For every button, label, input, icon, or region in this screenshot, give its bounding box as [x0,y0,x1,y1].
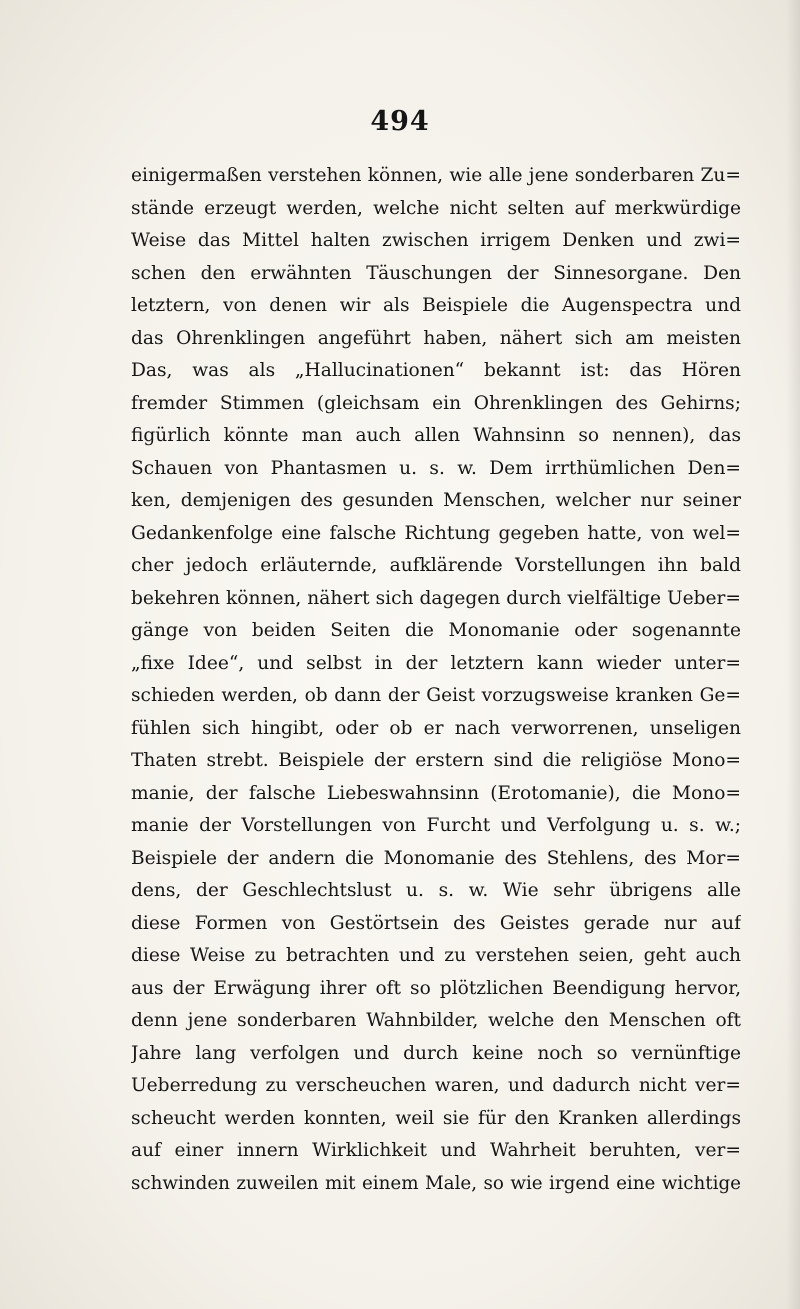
text-line: schieden werden, ob dann der Geist vorzugsweise kranken Ge= [131,685,741,706]
page-number: 494 [370,106,430,137]
text-line: aus der Erwägung ihrer oft so plötzlichen Beendigung hervor, [131,977,741,999]
text-line: fühlen sich hingibt, oder ob er nach verworrenen, unseligen [131,717,741,739]
text-line: scheucht werden konnten, weil sie für den Kranken allerdings [131,1107,741,1129]
text-line: figürlich könnte man auch allen Wahnsinn so nennen), das [131,425,741,446]
text-line: Jahre lang verfolgen und durch keine noch so vernünftige [131,1042,741,1064]
text-line: Beispiele der andern die Monomanie des Stehlens, des Mor= [131,847,741,869]
text-line: dens, der Geschlechtslust u. s. w. Wie sehr übrigens alle [131,880,741,901]
text-line: schwinden zuweilen mit einem Male, so wie irgend eine wichtige [131,1172,741,1194]
text-line: ken, demjenigen des gesunden Menschen, welcher nur seiner [131,490,741,511]
text-line: einigermaßen verstehen können, wie alle jene sonderbaren Zu= [131,165,741,186]
text-line: auf einer innern Wirklichkeit und Wahrheit beruhten, ver= [131,1140,741,1161]
body-text [131,160,741,1200]
text-line: diese Weise zu betrachten und zu verstehen seien, geht auch [131,945,741,966]
text-line: bekehren können, nähert sich dagegen durch vielfältige Ueber= [131,587,741,609]
text-line: „fixe Idee“, und selbst in der letztern kann wieder unter= [131,652,741,674]
text-line: schen den erwähnten Täuschungen der Sinnesorgane. Den [131,262,741,284]
text-line: fremder Stimmen (gleichsam ein Ohrenklingen des Gehirns; [131,392,741,414]
text-line: manie der Vorstellungen von Furcht und Verfolgung u. s. w.; [131,815,741,836]
text-line: denn jene sonderbaren Wahnbilder, welche den Menschen oft [131,1010,741,1031]
text-line: letztern, von denen wir als Beispiele die Augenspectra und [131,295,741,316]
text-line: das Ohrenklingen angeführt haben, nähert sich am meisten [131,327,741,349]
text-line: manie, der falsche Liebeswahnsinn (Erotomanie), die Mono= [131,782,741,804]
text-line: Gedankenfolge eine falsche Richtung gegeben hatte, von wel= [131,522,741,544]
text-line: Schauen von Phantasmen u. s. w. Dem irrthümlichen Den= [131,457,741,479]
text-line: Weise das Mittel halten zwischen irrigem Denken und zwi= [131,230,741,251]
text-line: Thaten strebt. Beispiele der erstern sind die religiöse Mono= [131,750,741,771]
text-line: Ueberredung zu verscheuchen waren, und dadurch nicht ver= [131,1075,741,1096]
text-line: gänge von beiden Seiten die Monomanie oder sogenannte [131,620,741,641]
text-line: Das, was als „Hallucinationen“ bekannt ist: das Hören [131,360,741,381]
text-line: cher jedoch erläuternde, aufklärende Vorstellungen ihn bald [131,555,741,576]
text-line: diese Formen von Gestörtsein des Geistes gerade nur auf [131,912,741,934]
text-line: stände erzeugt werden, welche nicht selten auf merkwürdige [131,197,741,219]
page-edge-shadow [786,0,800,1309]
